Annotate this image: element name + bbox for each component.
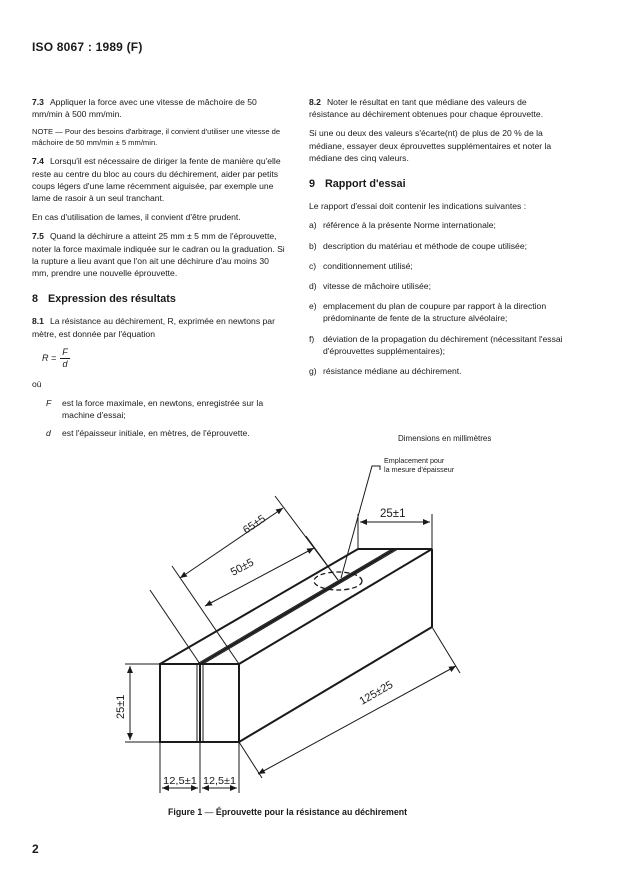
definition-f: F est la force maximale, en newtons, enregistrée sur la machine d'essai; bbox=[46, 398, 264, 421]
equation-numerator: F bbox=[62, 346, 68, 357]
report-item-a: a) référence à la présente Norme internationale; bbox=[309, 220, 496, 231]
callout-text-1: Emplacement pour bbox=[384, 456, 445, 465]
callout-text-2: la mesure d'épaisseur bbox=[384, 465, 455, 474]
figure-caption: Figure 1 — Éprouvette pour la résistance au déchirement bbox=[168, 807, 408, 817]
page-number: 2 bbox=[32, 842, 39, 856]
report-item-b: b) description du matériau et méthode de coupe utilisée; bbox=[309, 240, 527, 251]
where-label: où bbox=[32, 378, 42, 389]
section-9-heading: 9 Rapport d'essai bbox=[309, 178, 406, 191]
section-7-4: 7.4 Lorsqu'il est nécessaire de diriger la fente de manière qu'elle reste au centre du bloc au cours du déchirement, aider par petits coups légers d'une lame récemment aiguisée, par exemple une lame de rasoir à un seul tranchant. bbox=[32, 156, 281, 204]
note-arbitrage: NOTE — Pour des besoins d'arbitrage, il convient d'utiliser une vitesse de mâchoire de 50 mm/min ± 5 mm/min. bbox=[32, 127, 281, 147]
dim-25-top-label: 25±1 bbox=[380, 508, 406, 520]
dim-line-50 bbox=[205, 548, 314, 606]
section-8-2-extra: Si une ou deux des valeurs s'écarte(nt) de plus de 20 % de la médiane, essayer deux éprouvettes supplémentaires et noter la médiane des cinq valeurs. bbox=[309, 128, 552, 163]
definition-d: d est l'épaisseur initiale, en mètres, de l'éprouvette. bbox=[46, 428, 250, 439]
report-item-g: g) résistance médiane au déchirement. bbox=[309, 366, 462, 377]
section-8-2: 8.2 Noter le résultat en tant que médiane des valeurs de résistance au déchirement obtenues pour chaque éprouvette. bbox=[309, 97, 544, 120]
report-item-e: e) emplacement du plan de coupure par rapport à la direction prédominante de fente de la structure alvéolaire; bbox=[309, 301, 547, 324]
report-item-c: c) conditionnement utilisé; bbox=[309, 260, 413, 271]
dim-65-label: 65±5 bbox=[240, 512, 268, 537]
dim-line-125 bbox=[258, 666, 456, 774]
specimen-block bbox=[160, 549, 432, 742]
section-7-3: 7.3 Appliquer la force avec une vitesse de mâchoire de 50 mm/min à 500 mm/min. bbox=[32, 97, 257, 120]
report-intro: Le rapport d'essai doit contenir les indications suivantes : bbox=[309, 201, 527, 212]
dim-12-b-label: 12,5±1 bbox=[203, 775, 237, 787]
section-7-5: 7.5 Quand la déchirure a atteint 25 mm ± 5 mm de l'éprouvette, noter la force maximale indiquée sur le cadran ou la graduation. Si la rupture a lieu avant que l'on ait une déchirure d'au moins 30 mm, prendre une nouvelle éprouvette. bbox=[32, 231, 285, 279]
equation: R = $\frac{F}{d}$ bbox=[42, 346, 68, 369]
dim-50-label: 50±5 bbox=[228, 556, 256, 579]
equation-denominator: d bbox=[62, 358, 68, 369]
section-8-heading: 8 Expression des résultats bbox=[32, 293, 176, 306]
document-header: ISO 8067 : 1989 (F) bbox=[32, 40, 143, 54]
dimensions-note: Dimensions en millimètres bbox=[398, 434, 492, 443]
section-8-1: 8.1 La résistance au déchirement, R, exprimée en newtons par mètre, est donnée par l'équation bbox=[32, 316, 275, 339]
report-item-d: d) vitesse de mâchoire utilisée; bbox=[309, 281, 431, 292]
dim-125-label: 125±25 bbox=[357, 678, 396, 708]
dim-25-left-label: 25±1 bbox=[115, 694, 127, 719]
dim-12-a-label: 12,5±1 bbox=[163, 775, 198, 787]
report-item-f: f) déviation de la propagation du déchirement (nécessitant l'essai d'éprouvettes supplémentaires); bbox=[309, 333, 563, 356]
section-7-4-caution: En cas d'utilisation de lames, il convient d'être prudent. bbox=[32, 212, 241, 223]
